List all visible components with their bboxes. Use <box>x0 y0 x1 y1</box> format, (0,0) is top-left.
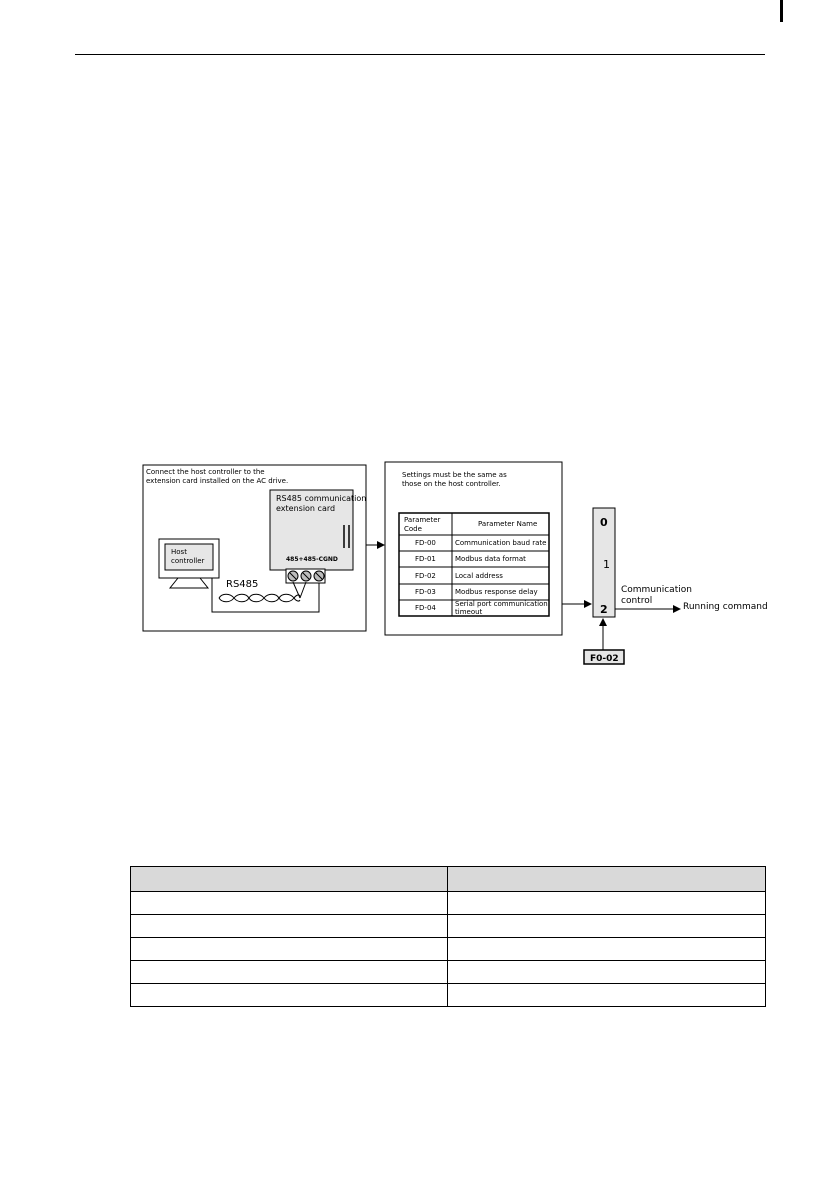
table-cell <box>131 915 448 938</box>
selector-value: 1 <box>603 558 610 571</box>
table-cell <box>131 938 448 961</box>
selector-value: 2 <box>600 603 608 616</box>
table-cell <box>131 892 448 915</box>
table-row <box>131 984 766 1007</box>
param-name: Local address <box>455 572 503 580</box>
table-cell <box>131 961 448 984</box>
f0-02-label: F0-02 <box>590 654 619 664</box>
param-code: FD-03 <box>415 588 436 596</box>
parameter-table <box>399 513 550 616</box>
param-name: Modbus data format <box>455 555 526 563</box>
param-name: Communication baud rate <box>455 539 547 547</box>
host-controller-label: Host controller <box>171 548 205 565</box>
table-cell <box>131 984 448 1007</box>
table-header-cell <box>131 867 448 892</box>
table-row <box>131 915 766 938</box>
param-code: FD-00 <box>415 539 436 547</box>
screw-icon <box>301 571 311 581</box>
table-header-cell <box>447 867 766 892</box>
table-row <box>131 938 766 961</box>
terminals-label: 485+485-CGND <box>286 556 338 563</box>
rs485-label: RS485 <box>226 579 259 590</box>
table-row <box>131 961 766 984</box>
settings-note: Settings must be the same as those on the host controller. <box>402 471 507 488</box>
table-cell <box>447 984 766 1007</box>
param-header-name: Parameter Name <box>478 520 538 528</box>
screw-icon <box>314 571 324 581</box>
table-row <box>131 892 766 915</box>
running-command-label: Running command <box>683 602 768 612</box>
param-header-code: Parameter Code <box>404 516 441 533</box>
screw-icon <box>288 571 298 581</box>
param-name: Serial port communication timeout <box>455 600 548 616</box>
table-cell <box>447 915 766 938</box>
connect-note: Connect the host controller to the extension card installed on the AC drive. <box>146 468 289 485</box>
extension-card-label: RS485 communication extension card <box>276 494 367 513</box>
param-code: FD-04 <box>415 604 436 612</box>
table-cell <box>447 892 766 915</box>
param-code: FD-01 <box>415 555 436 563</box>
selector-value: 0 <box>600 516 608 529</box>
communication-control-label: Communication control <box>621 585 692 606</box>
table-header-row <box>131 867 766 892</box>
param-code: FD-02 <box>415 572 436 580</box>
table-cell <box>447 938 766 961</box>
table-cell <box>447 961 766 984</box>
param-name: Modbus response delay <box>455 588 538 596</box>
blank-table <box>130 866 766 1007</box>
